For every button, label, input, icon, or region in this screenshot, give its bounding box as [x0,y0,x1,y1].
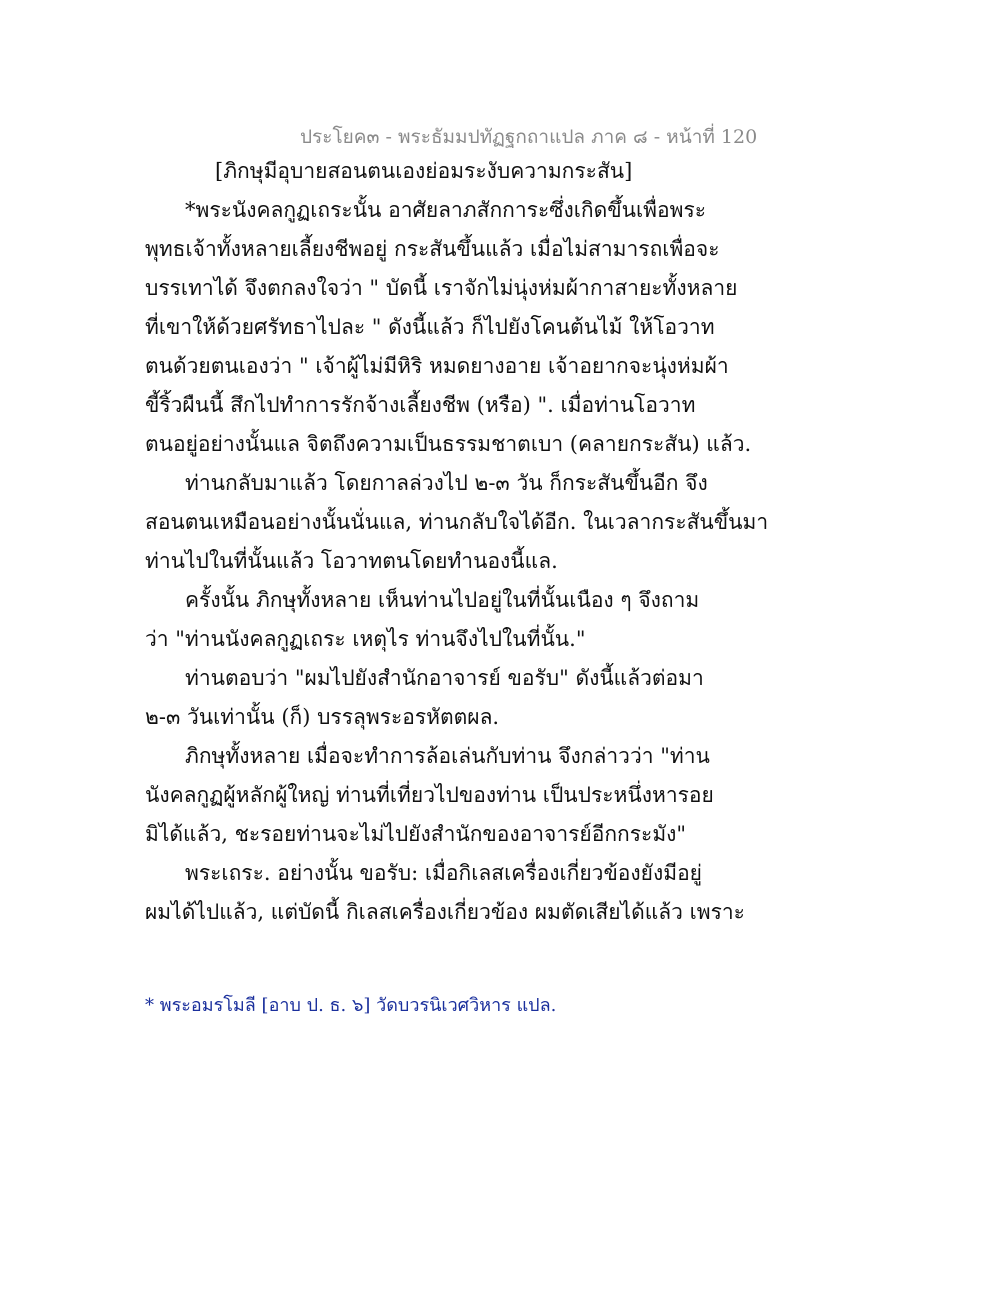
text-line: ว่า "ท่านนังคลกูฏเถระ เหตุไร ท่านจึงไปในที่นั้น." [145,627,586,651]
paragraph [145,659,725,737]
running-header: ประโยค๓ - พระธัมมปทัฏฐกถาแปล ภาค ๘ - หน้าที่ 120 [300,126,758,148]
text-line: ภิกษุทั้งหลาย เมื่อจะทำการล้อเล่นกับท่าน จึงกล่าวว่า "ท่าน [185,744,710,768]
text-line: มิได้แล้ว, ชะรอยท่านจะไม่ไปยังสำนักของอาจารย์อีกกระมัง" [145,822,687,846]
text-line: ที่เขาให้ด้วยศรัทธาไปละ " ดังนี้แล้ว ก็ไปยังโคนต้นไม้ ให้โอวาท [145,315,715,339]
text-line: ๒-๓ วันเท่านั้น (ก็) บรรลุพระอรหัตตผล. [145,705,500,729]
paragraph [145,464,769,581]
paragraph [145,581,725,659]
text-line: ครั้งนั้น ภิกษุทั้งหลาย เห็นท่านไปอยู่ในที่นั้นเนือง ๆ จึงถาม [185,588,700,612]
paragraph [145,737,725,854]
text-line: พุทธเจ้าทั้งหลายเลี้ยงชีพอยู่ กระสันขึ้นแล้ว เมื่อไม่สามารถเพื่อจะ [145,237,720,261]
text-line: ท่านกลับมาแล้ว โดยกาลล่วงไป ๒-๓ วัน ก็กระสันขึ้นอีก จึง [185,471,708,495]
text-line: ตนด้วยตนเองว่า " เจ้าผู้ไม่มีหิริ หมดยางอาย เจ้าอยากจะนุ่งห่มผ้า [145,354,729,378]
text-line: ผมได้ไปแล้ว, แต่บัดนี้ กิเลสเครื่องเกี่ยวข้อง ผมตัดเสียได้แล้ว เพราะ [145,900,745,924]
text-line: ขี้ริ้วผืนนี้ สึกไปทำการรักจ้างเลี้ยงชีพ (หรือ) ". เมื่อท่านโอวาท [145,393,696,417]
text-line: บรรเทาได้ จึงตกลงใจว่า " บัดนี้ เราจักไม่นุ่งห่มผ้ากาสายะทั้งหลาย [145,276,738,300]
footnote: * พระอมรโมลี [อาบ ป. ธ. ๖] วัดบวรนิเวศวิหาร แปล. [145,995,557,1016]
text-line: นังคลกูฏผู้หลักผู้ใหญ่ ท่านที่เที่ยวไปของท่าน เป็นประหนึ่งหารอย [145,783,714,807]
section-heading: [ภิกษุมีอุบายสอนตนเองย่อมระงับความกระสัน] [215,159,633,183]
text-line: ตนอยู่อย่างนั้นแล จิตถึงความเป็นธรรมชาตเบา (คลายกระสัน) แล้ว. [145,432,752,456]
text-line: ท่านไปในที่นั้นแล้ว โอวาทตนโดยทำนองนี้แล. [145,549,558,573]
text-line: พระเถระ. อย่างนั้น ขอรับ: เมื่อกิเลสเครื่องเกี่ยวข้องยังมีอยู่ [185,861,702,885]
body-text [145,152,769,932]
text-line: สอนตนเหมือนอย่างนั้นนั่นแล, ท่านกลับใจได้อีก. ในเวลากระสันขึ้นมา [145,510,769,534]
paragraph [145,191,752,464]
text-line: *พระนังคลกูฏเถระนั้น อาศัยลาภสักการะซึ่งเกิดขึ้นเพื่อพระ [185,198,707,222]
text-line: ท่านตอบว่า "ผมไปยังสำนักอาจารย์ ขอรับ" ดังนี้แล้วต่อมา [185,666,704,690]
paragraph [145,854,745,932]
